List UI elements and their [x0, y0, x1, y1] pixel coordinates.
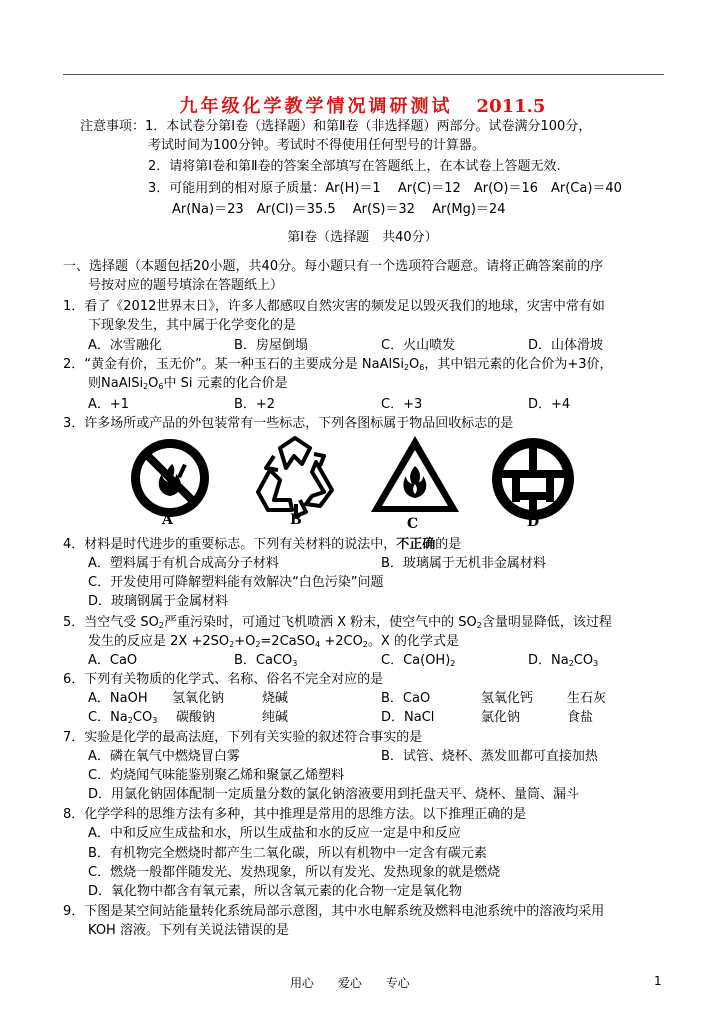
q3-stem: 3．许多场所或产品的外包装常有一些标志，下列各图标属于物品回收标志的是 — [63, 416, 514, 431]
no-fire-icon — [128, 436, 212, 520]
q2-option-c: C．+3 — [381, 397, 423, 412]
water-saving-icon — [490, 436, 576, 522]
q3-label-d: D — [527, 514, 540, 530]
q5-option-d: D．$Na_2CO_3$ — [528, 653, 599, 668]
q2-option-d: D．+4 — [528, 397, 571, 412]
note-2: 2．请将第Ⅰ卷和第Ⅱ卷的答案全部填写在答题纸上，在本试卷上答题无效. — [148, 159, 561, 174]
q7-option-b: B．试管、烧杯、蒸发皿都可直接加热 — [381, 749, 598, 764]
q7-option-a: A．磷在氧气中燃烧冒白雾 — [88, 749, 240, 764]
note-3a: 3．可能用到的相对原子质量：Ar(H)＝1 Ar(C)＝12 Ar(O)＝16 Ar(Ca)＝40 — [148, 181, 622, 196]
q2-option-b: B．+2 — [234, 397, 276, 412]
q6-d-common: 食盐 — [567, 710, 594, 725]
q6-d-formula: D．NaCl — [381, 710, 435, 725]
q2-stem-1: 2．“黄金有价，玉无价”。某一种玉石的主要成分是 $NaAlSi_2O_6$，其中铝元素的化合价为+3价， — [63, 357, 613, 372]
q1-stem-2: 下现象发生，其中属于化学变化的是 — [88, 318, 297, 333]
footer-word-1: 用心 — [290, 976, 315, 990]
q6-a-name: 氢氧化钠 — [172, 691, 225, 706]
recycle-icon — [250, 434, 340, 518]
q8-stem: 8．化学学科的思维方法有多种，其中推理是常用的思维方法。以下推理正确的是 — [63, 807, 527, 822]
q6-c-name: 碳酸钠 — [176, 710, 216, 725]
q9-stem-1: 9．下图是某空间站能量转化系统局部示意图，其中水电解系统及燃料电池系统中的溶液均采用 — [63, 904, 605, 919]
q5-option-c: C．$Ca(OH)_2$ — [381, 653, 456, 668]
q3-label-c: C — [407, 516, 419, 532]
title-year: 2011.5 — [476, 96, 546, 117]
flammable-warning-icon — [368, 432, 462, 516]
q4-option-b: B．玻璃属于无机非金属材料 — [381, 556, 546, 571]
footer-word-3: 专心 — [385, 976, 410, 990]
q8-option-b: B．有机物完全燃烧时都产生二氧化碳，所以有机物中一定含有碳元素 — [88, 846, 487, 861]
note-1b: 考试时间为100分钟。考试时不得使用任何型号的计算器。 — [148, 138, 485, 153]
q4-option-a: A．塑料属于有机合成高分子材料 — [88, 556, 279, 571]
q8-option-a: A．中和反应生成盐和水，所以生成盐和水的反应一定是中和反应 — [88, 826, 461, 841]
intro-line-1: 一、选择题（本题包括20小题，共40分。每小题只有一个选项符合题意。请将正确答案前的序 — [63, 259, 604, 274]
q5-stem-1: 5．当空气受 $SO_2$严重污染时，可通过飞机喷洒 X 粉末，使空气中的 $SO_2$含量明显降低，该过程 — [63, 615, 612, 630]
title-text: 九年级化学教学情况调研测试 — [179, 96, 453, 117]
note-1a: 注意事项：1．本试卷分第Ⅰ卷（选择题）和第Ⅱ卷（非选择题）两部分。试卷满分100分， — [80, 119, 592, 134]
q1-option-c: C．火山喷发 — [381, 338, 456, 353]
q6-a-formula: A．NaOH — [88, 691, 148, 706]
q7-stem: 7．实验是化学的最高法庭，下列有关实验的叙述符合事实的是 — [63, 730, 423, 745]
note-3b: Ar(Na)＝23 Ar(Cl)＝35.5 Ar(S)＝32 Ar(Mg)＝24 — [172, 202, 506, 217]
header-rule — [63, 74, 664, 75]
q5-stem-2: 发生的反应是 $2X +2SO_2+O_2=2CaSO_4 +2CO_2$。X 的化学式是 — [88, 634, 459, 649]
q3-label-a: A — [162, 512, 173, 528]
q5-option-b: B．CaCO$_3$ — [234, 653, 298, 668]
q1-option-d: D．山体滑坡 — [528, 338, 604, 353]
q1-option-b: B．房屋倒塌 — [234, 338, 308, 353]
q5-option-a: A．CaO — [88, 653, 138, 668]
q6-d-name: 氯化钠 — [481, 710, 521, 725]
q6-b-name: 氢氧化钙 — [481, 691, 534, 706]
q1-stem-1: 1．看了《2012世界末日》，许多人都感叹自然灾害的频发足以毁灭我们的地球，灾害中常有如 — [63, 299, 605, 314]
q6-a-common: 烧碱 — [262, 691, 289, 706]
footer-word-2: 爱心 — [337, 976, 362, 990]
page-title — [0, 92, 725, 118]
q8-option-c: C．燃烧一般都伴随发光、发热现象，所以有发光、发热现象的就是燃烧 — [88, 865, 501, 880]
q6-stem: 6．下列有关物质的化学式、名称、俗名不完全对应的是 — [63, 672, 384, 687]
q9-stem-2: KOH 溶液。下列有关说法错误的是 — [88, 923, 289, 938]
q2-stem-2: 则$NaAlSi_2O_6$中 Si 元素的化合价是 — [88, 376, 288, 391]
q6-c-common: 纯碱 — [262, 710, 289, 725]
page-number: 1 — [654, 974, 662, 988]
q7-option-c: C．灼烧闻气味能鉴别聚乙烯和聚氯乙烯塑料 — [88, 768, 345, 783]
page-footer — [290, 974, 430, 991]
q2-option-a: A．+1 — [88, 397, 130, 412]
q7-option-d: D．用氯化钠固体配制一定质量分数的氯化钠溶液要用到托盘天平、烧杯、量筒、漏斗 — [88, 787, 580, 802]
q6-b-formula: B．CaO — [381, 691, 431, 706]
q8-option-d: D．氧化物中都含有氧元素，所以含氧元素的化合物一定是氧化物 — [88, 884, 463, 899]
intro-line-2: 号按对应的题号填涂在答题纸上） — [88, 278, 284, 293]
q6-b-common: 生石灰 — [567, 691, 607, 706]
q4-stem: 4．材料是时代进步的重要标志。下列有关材料的说法中，不正确的是 — [63, 537, 462, 552]
q4-option-c: C．开发使用可降解塑料能有效解决“白色污染”问题 — [88, 575, 384, 590]
section-heading: 第Ⅰ卷（选择题 共40分） — [287, 230, 438, 245]
q4-option-d: D．玻璃钢属于金属材料 — [88, 594, 229, 609]
q1-option-a: A．冰雪融化 — [88, 338, 162, 353]
q6-c-formula: C．$Na_2CO_3$ — [88, 710, 158, 725]
q3-label-b: B — [290, 512, 302, 528]
